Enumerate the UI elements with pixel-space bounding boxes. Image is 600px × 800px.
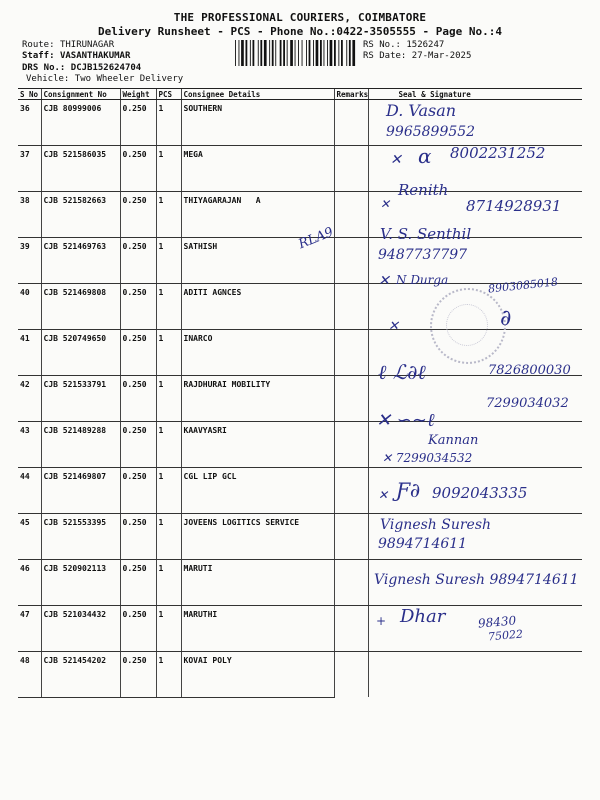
signature-45-mark: ✕ bbox=[378, 488, 389, 502]
row-consignment: CJB 521469807 bbox=[41, 468, 120, 514]
staff-label: Staff: bbox=[22, 51, 55, 61]
table-row bbox=[18, 514, 582, 560]
row-consignee: KAAVYASRI bbox=[181, 422, 334, 468]
vehicle-value: Two Wheeler Delivery bbox=[74, 74, 184, 84]
table-row bbox=[18, 652, 582, 698]
signature-48-phone-a: 98430 bbox=[477, 613, 517, 631]
row-weight: 0.250 bbox=[120, 192, 156, 238]
rs-number-value: 1526247 bbox=[406, 40, 445, 50]
row-weight: 0.250 bbox=[120, 514, 156, 560]
signature-46-phone: 9894714611 bbox=[378, 536, 468, 552]
row-remarks bbox=[334, 238, 368, 284]
row-consignee: THIYAGARAJAN A bbox=[181, 192, 334, 238]
signature-39-phone: 9487737797 bbox=[378, 247, 468, 263]
col-weight-header: Weight bbox=[120, 89, 156, 100]
signature-47-text: Vignesh Suresh 9894714611 bbox=[374, 572, 579, 588]
row-remarks bbox=[334, 606, 368, 652]
row-consignment: CJB 521469808 bbox=[41, 284, 120, 330]
col-sno-header: S No bbox=[18, 89, 41, 100]
row-consignee: MEGA bbox=[181, 146, 334, 192]
row-weight: 0.250 bbox=[120, 652, 156, 698]
row-consignment: CJB 521469763 bbox=[41, 238, 120, 284]
signature-44-phone-text: 7299034532 bbox=[395, 451, 473, 465]
route-info bbox=[22, 40, 114, 51]
signature-42-scribble: ℓ ℒ∂ℓ bbox=[378, 360, 426, 384]
vehicle-info bbox=[26, 74, 183, 85]
row-pcs: 1 bbox=[156, 192, 181, 238]
row-pcs: 1 bbox=[156, 514, 181, 560]
row-consignment: CJB 521454202 bbox=[41, 652, 120, 698]
signature-37-scribble: ɑ bbox=[418, 144, 432, 168]
row-sno: 37 bbox=[18, 146, 41, 192]
row-consignee: MARUTHI bbox=[181, 606, 334, 652]
row-sno: 42 bbox=[18, 376, 41, 422]
row-consignee: INARCO bbox=[181, 330, 334, 376]
signature-44-name: Kannan bbox=[428, 433, 479, 448]
row-consignee: CGL LIP GCL bbox=[181, 468, 334, 514]
rs-number-label: RS No.: bbox=[363, 40, 401, 50]
row-weight: 0.250 bbox=[120, 560, 156, 606]
signature-48-name: Dhar bbox=[400, 606, 446, 627]
row-weight: 0.250 bbox=[120, 284, 156, 330]
table-header-row bbox=[18, 89, 582, 100]
row-consignment: CJB 520902113 bbox=[41, 560, 120, 606]
table-row bbox=[18, 422, 582, 468]
signature-36-phone: 9965899552 bbox=[386, 124, 476, 140]
row-pcs: 1 bbox=[156, 330, 181, 376]
row-remarks bbox=[334, 330, 368, 376]
row-weight: 0.250 bbox=[120, 238, 156, 284]
row-sno: 36 bbox=[18, 100, 41, 146]
row-consignee: SOUTHERN bbox=[181, 100, 334, 146]
row-sno: 48 bbox=[18, 652, 41, 698]
row-remarks bbox=[334, 376, 368, 422]
row-weight: 0.250 bbox=[120, 422, 156, 468]
row-remarks bbox=[334, 422, 368, 468]
row-consignee: JOVEENS LOGITICS SERVICE bbox=[181, 514, 334, 560]
remark-39-initials: RLA9 bbox=[296, 224, 336, 253]
col-pcs-header: PCS bbox=[156, 89, 181, 100]
row-sno: 43 bbox=[18, 422, 41, 468]
row-remarks bbox=[334, 514, 368, 560]
row-sno: 46 bbox=[18, 560, 41, 606]
signature-45-phone: 9092043335 bbox=[432, 484, 528, 502]
row-sno: 44 bbox=[18, 468, 41, 514]
signature-40-phone: 8903085018 bbox=[487, 275, 559, 296]
row-consignment: CJB 521034432 bbox=[41, 606, 120, 652]
row-consignment: CJB 521553395 bbox=[41, 514, 120, 560]
signature-43-phone: 7299034032 bbox=[486, 396, 569, 411]
row-consignment: CJB 520749650 bbox=[41, 330, 120, 376]
drs-label: DRS No.: bbox=[22, 63, 66, 73]
signature-38-phone: 8714928931 bbox=[466, 197, 562, 215]
signature-36-name: D. Vasan bbox=[386, 101, 457, 120]
table-row bbox=[18, 100, 582, 146]
row-remarks bbox=[334, 192, 368, 238]
row-weight: 0.250 bbox=[120, 100, 156, 146]
rs-date-info bbox=[363, 51, 471, 62]
drs-value: DCJB152624704 bbox=[70, 63, 142, 73]
company-title: THE PROFESSIONAL COURIERS, COIMBATORE bbox=[173, 11, 427, 24]
row-weight: 0.250 bbox=[120, 606, 156, 652]
row-consignee: SATHISH bbox=[181, 238, 334, 284]
row-pcs: 1 bbox=[156, 238, 181, 284]
signature-45-scribble: Ƒ∂ bbox=[396, 478, 421, 502]
row-sno: 39 bbox=[18, 238, 41, 284]
col-remarks-header: Remarks bbox=[334, 89, 368, 100]
vehicle-label: Vehicle: bbox=[26, 74, 70, 84]
row-consignee: MARUTI bbox=[181, 560, 334, 606]
row-remarks bbox=[334, 284, 368, 330]
col-seal-header: Seal & Signature bbox=[368, 89, 582, 100]
row-pcs: 1 bbox=[156, 468, 181, 514]
signature-42-phone: 7826800030 bbox=[488, 363, 571, 378]
row-pcs: 1 bbox=[156, 100, 181, 146]
delivery-stamp bbox=[430, 288, 506, 364]
row-weight: 0.250 bbox=[120, 146, 156, 192]
row-consignment: CJB 521533791 bbox=[41, 376, 120, 422]
row-sno: 45 bbox=[18, 514, 41, 560]
signature-37-phone: 8002231252 bbox=[450, 144, 546, 162]
barcode-image bbox=[234, 40, 356, 66]
signature-46-name: Vignesh Suresh bbox=[380, 517, 492, 533]
row-consignee: ADITI AGNCES bbox=[181, 284, 334, 330]
rs-date-label: RS Date: bbox=[363, 51, 407, 61]
row-pcs: 1 bbox=[156, 652, 181, 698]
row-consignment: CJB 521586035 bbox=[41, 146, 120, 192]
staff-value: VASANTHAKUMAR bbox=[59, 51, 131, 61]
row-consignment: CJB 521582663 bbox=[41, 192, 120, 238]
signature-41-scribble: ∂ bbox=[500, 306, 512, 331]
row-sno: 47 bbox=[18, 606, 41, 652]
signature-37-mark: ✕ bbox=[390, 152, 402, 168]
signature-40-mark: ✕ bbox=[378, 273, 390, 289]
signature-38-mark: ✕ bbox=[380, 197, 391, 211]
drs-info bbox=[22, 63, 141, 74]
row-pcs: 1 bbox=[156, 422, 181, 468]
row-remarks bbox=[334, 146, 368, 192]
signature-40-name: N Durga bbox=[396, 273, 449, 287]
signature-39-name: V. S. Senthil bbox=[380, 225, 472, 243]
row-sno: 41 bbox=[18, 330, 41, 376]
row-remarks bbox=[334, 100, 368, 146]
route-value: THIRUNAGAR bbox=[59, 40, 115, 50]
row-weight: 0.250 bbox=[120, 376, 156, 422]
rs-number-info bbox=[363, 40, 444, 51]
row-consignment: CJB 521489288 bbox=[41, 422, 120, 468]
row-pcs: 1 bbox=[156, 560, 181, 606]
runsheet-table bbox=[18, 88, 582, 698]
route-label: Route: bbox=[22, 40, 55, 50]
row-pcs: 1 bbox=[156, 146, 181, 192]
row-pcs: 1 bbox=[156, 606, 181, 652]
rs-date-value: 27-Mar-2025 bbox=[411, 51, 472, 61]
row-remarks bbox=[334, 652, 368, 698]
row-consignment: CJB 80999006 bbox=[41, 100, 120, 146]
row-consignee: KOVAI POLY bbox=[181, 652, 334, 698]
row-weight: 0.250 bbox=[120, 330, 156, 376]
row-pcs: 1 bbox=[156, 376, 181, 422]
signature-44-phone: ✕ 7299034532 bbox=[382, 451, 473, 465]
staff-info bbox=[22, 51, 130, 62]
signature-43-scribble: ✕ ∽∼ℓ bbox=[376, 410, 435, 431]
col-consignment-header: Consignment No bbox=[41, 89, 120, 100]
signature-41-mark: ✕ bbox=[388, 319, 399, 334]
col-consignee-header: Consignee Details bbox=[181, 89, 334, 100]
row-pcs: 1 bbox=[156, 284, 181, 330]
row-weight: 0.250 bbox=[120, 468, 156, 514]
row-signature bbox=[368, 652, 582, 698]
signature-48-mark: + bbox=[376, 614, 387, 628]
runsheet-subtitle: Delivery Runsheet - PCS - Phone No.:0422-3505555 - Page No.:4 bbox=[98, 25, 502, 38]
row-remarks bbox=[334, 560, 368, 606]
row-consignee: RAJDHURAI MOBILITY bbox=[181, 376, 334, 422]
row-remarks bbox=[334, 468, 368, 514]
signature-38-name: Renith bbox=[398, 181, 449, 199]
row-sno: 40 bbox=[18, 284, 41, 330]
row-sno: 38 bbox=[18, 192, 41, 238]
signature-48-phone-b: 75022 bbox=[487, 627, 524, 644]
